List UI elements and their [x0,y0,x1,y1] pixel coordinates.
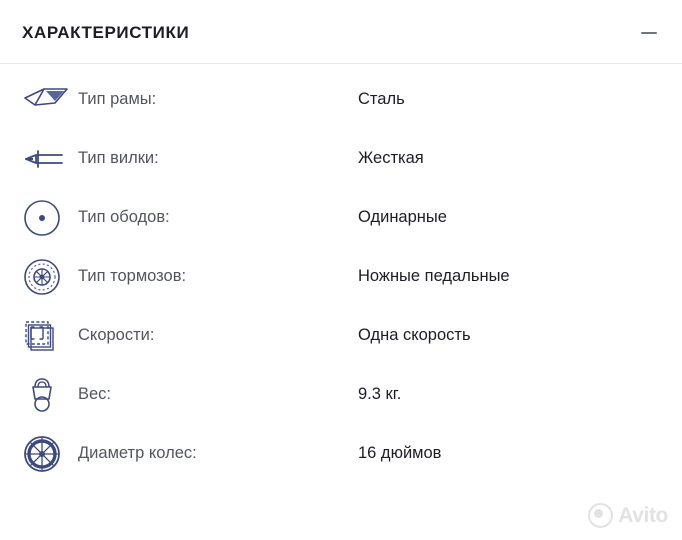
spec-label: Тип рамы: [78,90,157,108]
spec-label: Диаметр колес: [78,444,197,462]
avito-logo-icon [588,503,613,528]
wheel-diameter-icon [22,431,78,477]
minus-icon-bar [641,32,657,34]
spec-value: Ножные педальные [358,267,510,285]
page-title: ХАРАКТЕРИСТИКИ [22,23,190,42]
panel-header [0,0,682,48]
spec-value: Сталь [358,90,405,108]
watermark-text: Avito [618,503,668,527]
spec-row [0,188,682,247]
spec-label: Тип тормозов: [78,267,187,285]
bike-rim-icon [22,195,78,241]
spec-label: Вес: [78,385,112,403]
spec-label: Тип вилки: [78,149,159,167]
spec-value: 16 дюймов [358,444,442,462]
spec-row [0,365,682,424]
spec-list [0,64,682,483]
spec-value: Жесткая [358,149,424,167]
spec-value: Одинарные [358,208,447,226]
gear-speeds-icon [22,313,78,359]
bike-brake-icon [22,254,78,300]
bike-fork-icon [22,136,78,182]
watermark [588,503,668,528]
spec-value: Одна скорость [358,326,471,344]
spec-row [0,247,682,306]
spec-row [0,306,682,365]
spec-label: Скорости: [78,326,155,344]
weight-icon [22,372,78,418]
spec-row [0,129,682,188]
bike-frame-icon [22,77,78,123]
spec-value: 9.3 кг. [358,385,402,403]
minus-icon[interactable] [638,22,660,44]
spec-row [0,424,682,483]
spec-row [0,70,682,129]
spec-label: Тип ободов: [78,208,170,226]
